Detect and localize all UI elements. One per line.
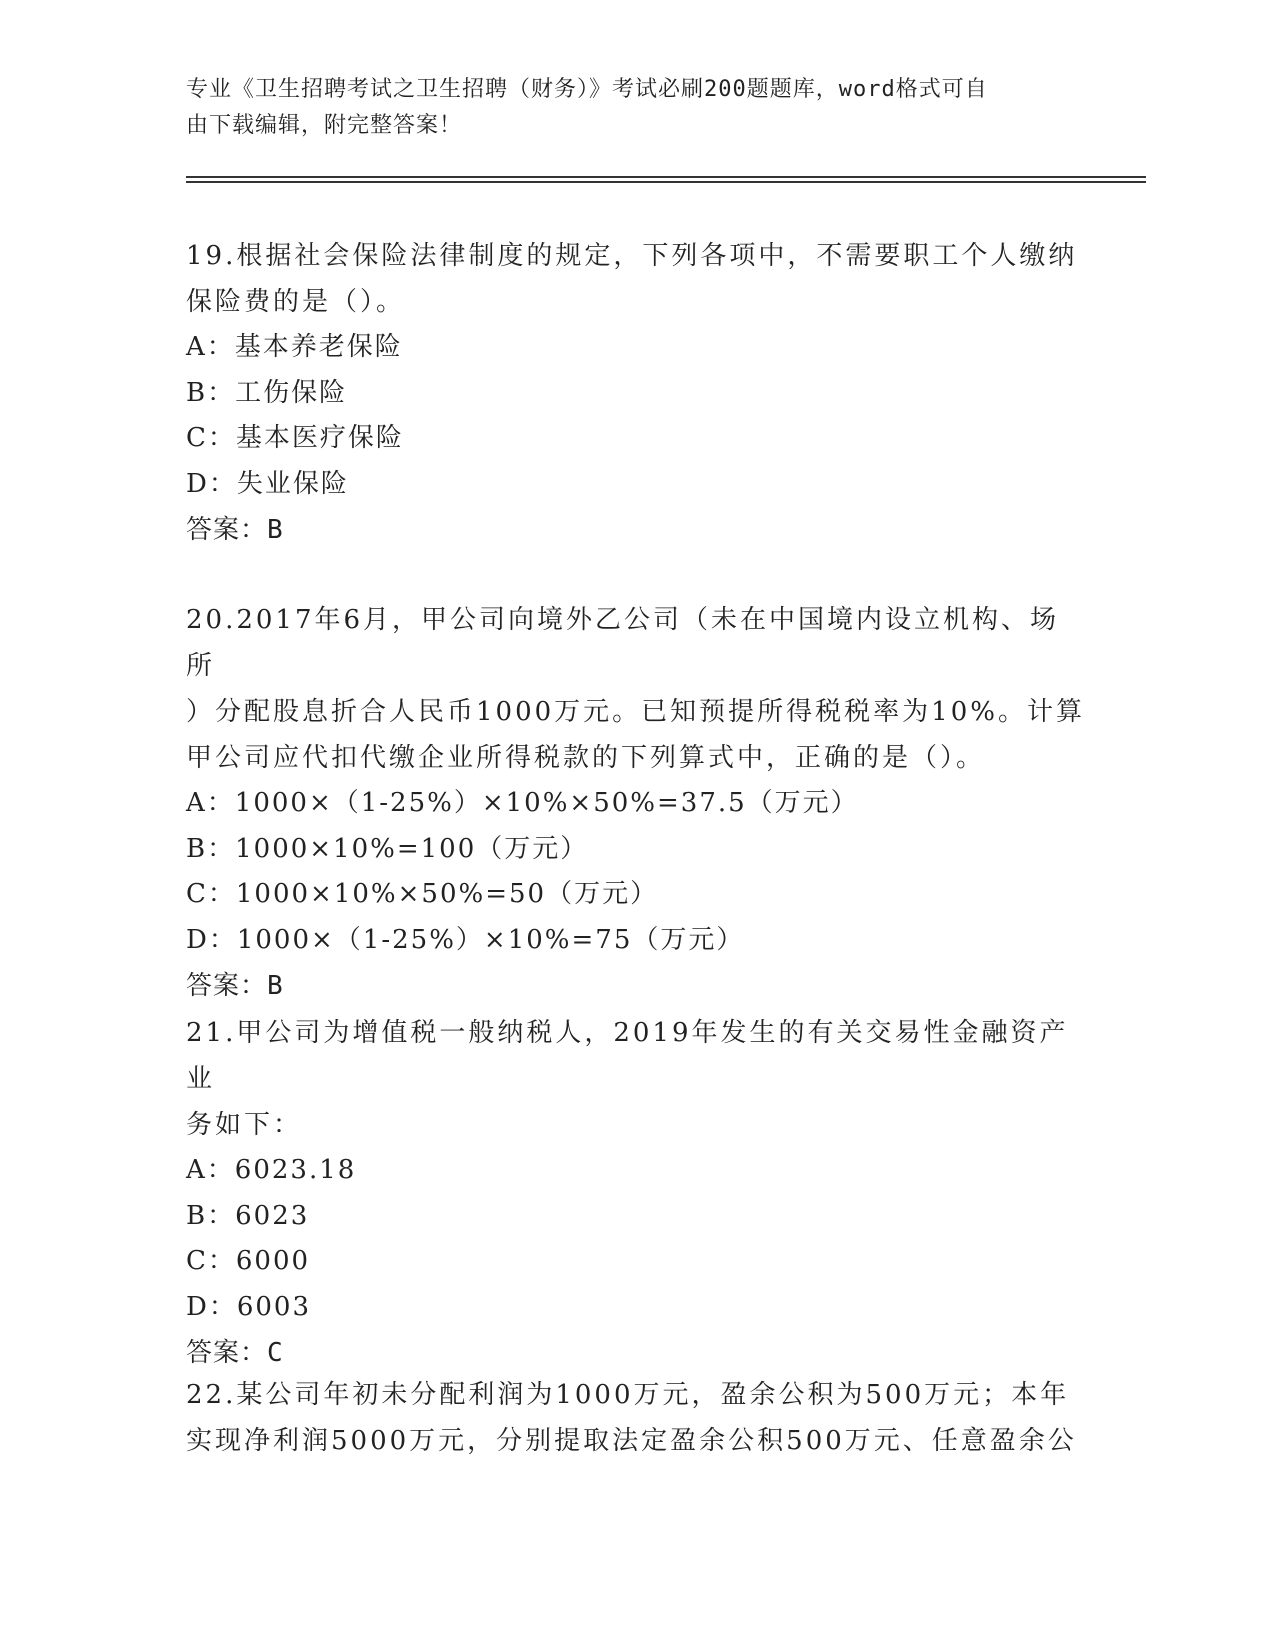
question-stem-line: 20.2017年6月，甲公司向境外乙公司（未在中国境内设立机构、场所 xyxy=(186,605,1060,681)
question-20 xyxy=(186,597,1086,1009)
option-d: D：1000×（1-25%）×10%=75（万元） xyxy=(186,924,745,955)
question-stem-line: 保险费的是（）。 xyxy=(186,287,406,317)
question-stem xyxy=(186,1010,1086,1148)
question-stem-line: 21.甲公司为增值税一般纳税人，2019年发生的有关交易性金融资产业 xyxy=(186,1018,1069,1094)
question-21 xyxy=(186,1010,1086,1376)
option-b: B：1000×10%=100（万元） xyxy=(186,833,589,864)
header-line-1: 专业《卫生招聘考试之卫生招聘（财务）》考试必刷200题题库，word格式可自 xyxy=(186,77,988,102)
option-d: D：6003 xyxy=(186,1291,312,1322)
header-line-2: 由下载编辑，附完整答案！ xyxy=(186,113,463,138)
header-divider-bottom xyxy=(186,181,1146,183)
option-a: A：6023.18 xyxy=(186,1155,357,1185)
option-d: D：失业保险 xyxy=(186,468,349,499)
question-stem-line: 实现净利润5000万元，分别提取法定盈余公积500万元、任意盈余公 xyxy=(186,1426,1077,1456)
question-stem-line: 19.根据社会保险法律制度的规定，下列各项中，不需要职工个人缴纳 xyxy=(186,241,1078,271)
option-a: A：基本养老保险 xyxy=(186,332,403,362)
question-stem-line: 22.某公司年初未分配利润为1000万元，盈余公积为500万元；本年 xyxy=(186,1380,1070,1410)
question-stem-line: 务如下： xyxy=(186,1110,303,1140)
option-c: C：基本医疗保险 xyxy=(186,423,404,453)
question-stem-line: 甲公司应代扣代缴企业所得税款的下列算式中，正确的是（）。 xyxy=(186,743,986,773)
document-header xyxy=(186,72,1066,144)
question-stem-line: ）分配股息折合人民币1000万元。已知预提所得税税率为10%。计算 xyxy=(186,697,1085,727)
question-19 xyxy=(186,233,1086,553)
header-divider-top xyxy=(186,176,1146,178)
question-22 xyxy=(186,1372,1086,1464)
option-c: C：1000×10%×50%=50（万元） xyxy=(186,879,659,909)
answer-line: 答案：B xyxy=(186,515,284,545)
question-stem xyxy=(186,1372,1086,1464)
option-c: C：6000 xyxy=(186,1246,311,1276)
option-b: B：6023 xyxy=(186,1200,310,1231)
question-stem xyxy=(186,597,1086,781)
option-a: A：1000×（1-25%）×10%×50%=37.5（万元） xyxy=(186,788,859,818)
answer-line: 答案：C xyxy=(186,1338,284,1368)
answer-line: 答案：B xyxy=(186,971,284,1001)
option-b: B：工伤保险 xyxy=(186,377,348,408)
question-stem xyxy=(186,233,1086,325)
